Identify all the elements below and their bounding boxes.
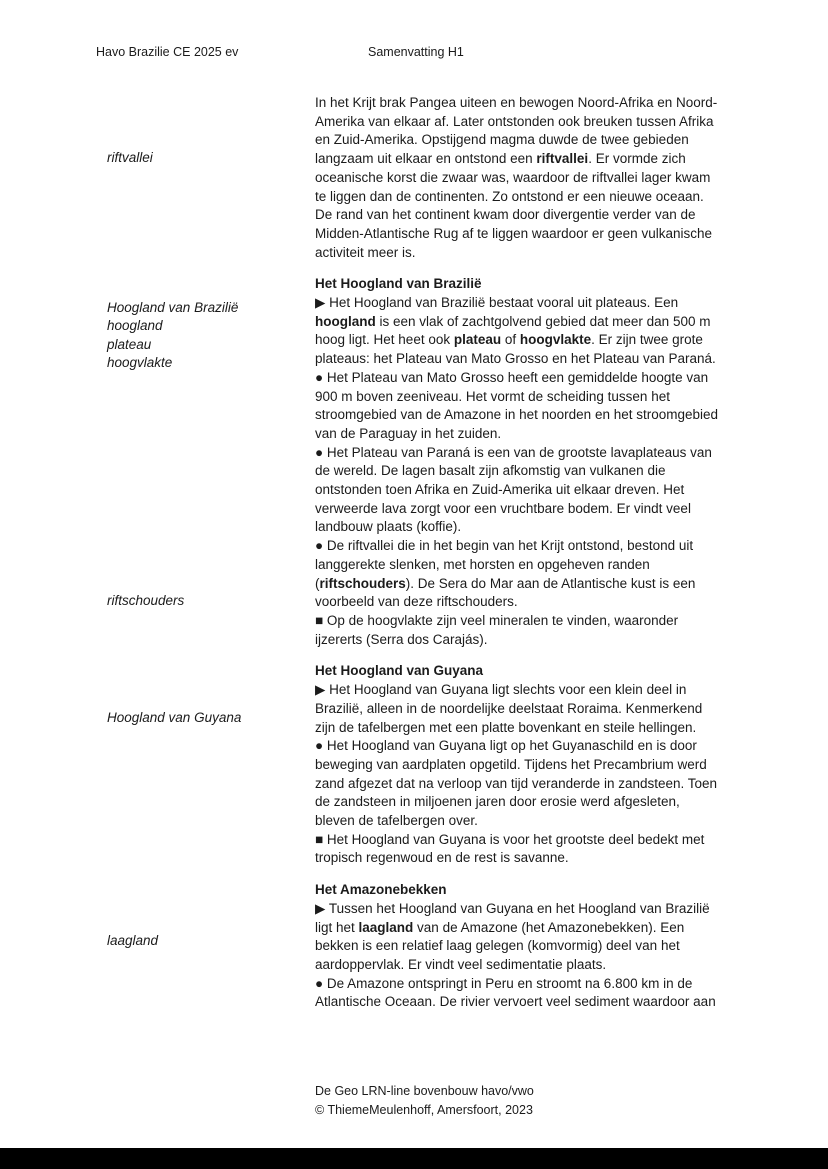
section-heading: Het Amazonebekken <box>315 882 447 898</box>
section-hoogland-van-guyana <box>315 662 721 868</box>
margin-term-hoogland-van-brazilie: Hoogland van Brazilië <box>107 300 239 315</box>
margin-term-hoogland-van-guyana: Hoogland van Guyana <box>107 710 242 725</box>
main-text-column <box>315 94 721 1012</box>
section-amazonebekken <box>315 881 721 1012</box>
section-heading: Het Hoogland van Brazilië <box>315 276 482 292</box>
paragraph: ● Het Plateau van Mato Grosso heeft een gemiddelde hoogte van 900 m boven zeeniveau. Het vormt de scheiding tussen het stroomgebied van de Amazone in het noorden en het stroomgebied van de Paraguay in het zuiden. <box>315 369 719 441</box>
paragraph: ▶ Tussen het Hoogland van Guyana en het Hoogland van Brazilië ligt het laagland van de Amazone (het Amazonebekken). Een bekken is een relatief laag gelegen (komvormig) deel van het aardoppervlak. Er vindt veel sedimentatie plaats. <box>315 900 710 972</box>
margin-term-plateau: plateau <box>107 337 152 352</box>
paragraph: De rand van het continent kwam door divergentie verder van de Midden-Atlantische Rug af te liggen waardoor er geen vulkanische activiteit meer is. <box>315 207 712 260</box>
margin-term-hoogland: hoogland <box>107 318 163 333</box>
footer <box>315 1082 534 1119</box>
paragraph: ● De riftvallei die in het begin van het Krijt ontstond, bestond uit langgerekte slenken, met horsten en opgeheven randen (riftschouders). De Sera do Mar aan de Atlantische kust is een voorbeeld van deze riftschouders. <box>315 538 696 610</box>
paragraph: ▶ Het Hoogland van Brazilië bestaat vooral uit plateaus. Een hoogland is een vlak of zachtgolvend gebied dat meer dan 500 m hoog ligt. Het heet ook plateau of hoogvlakte. Er zijn twee grote plateaus: het Plateau van Mato Grosso en het Plateau van Paraná. <box>315 295 716 367</box>
intro-block <box>315 94 721 262</box>
footer-line-2: © ThiemeMeulenhoff, Amersfoort, 2023 <box>315 1102 533 1117</box>
paragraph: ■ Op de hoogvlakte zijn veel mineralen te vinden, waaronder ijzererts (Serra dos Carajás). <box>315 612 679 647</box>
margin-term-laagland: laagland <box>107 933 159 948</box>
header-document-title: Samenvatting H1 <box>368 45 464 59</box>
paragraph: ● Het Plateau van Paraná is een van de grootste lavaplateaus van de wereld. De lagen basalt zijn afkomstig van vulkanen die ontstonden toen Afrika en Zuid-Amerika uit elkaar dreven. Het verweerde lava zorgt voor een vruchtbare bodem. Er vindt veel landbouw plaats (koffie). <box>315 444 712 535</box>
paragraph: ● Het Hoogland van Guyana ligt op het Guyanaschild en is door beweging van aardplaten opgetild. Tijdens het Precambrium werd zand afgezet dat na verloop van tijd veranderde in zandsteen. Toen de zandsteen in miljoenen jaren door erosie werd afgesleten, bleven de tafelbergen over. <box>315 738 718 829</box>
section-heading: Het Hoogland van Guyana <box>315 663 484 679</box>
page-bottom-bar <box>0 1148 828 1169</box>
header-course: Havo Brazilie CE 2025 ev <box>96 45 239 59</box>
margin-term-hoogvlakte: hoogvlakte <box>107 355 173 370</box>
margin-term-riftvallei: riftvallei <box>107 150 153 165</box>
paragraph: ■ Het Hoogland van Guyana is voor het grootste deel bedekt met tropisch regenwoud en de rest is savanne. <box>315 831 705 866</box>
paragraph: ● De Amazone ontspringt in Peru en stroomt na 6.800 km in de Atlantische Oceaan. De rivier vervoert veel sediment waardoor aan <box>315 975 716 1010</box>
paragraph: ▶ Het Hoogland van Guyana ligt slechts voor een klein deel in Brazilië, alleen in de noordelijke deelstaat Roraima. Kenmerkend zijn de tafelbergen met een platte bovenkant en steile hellingen. <box>315 682 703 735</box>
section-hoogland-van-brazilie <box>315 275 721 649</box>
margin-term-riftschouders: riftschouders <box>107 593 185 608</box>
footer-line-1: De Geo LRN-line bovenbouw havo/vwo <box>315 1084 534 1098</box>
paragraph: In het Krijt brak Pangea uiteen en bewogen Noord-Afrika en Noord-Amerika van elkaar af. Later ontstonden ook breuken tussen Afrika en Zuid-Amerika. Opstijgend magma duwde de twee gebieden langzaam uit elkaar en ontstond een riftvallei. Er vormde zich oceanische korst die zwaar was, waardoor de riftvallei lager kwam te liggen dan de continenten. Zo ontstond er een nieuwe oceaan. <box>315 95 718 204</box>
